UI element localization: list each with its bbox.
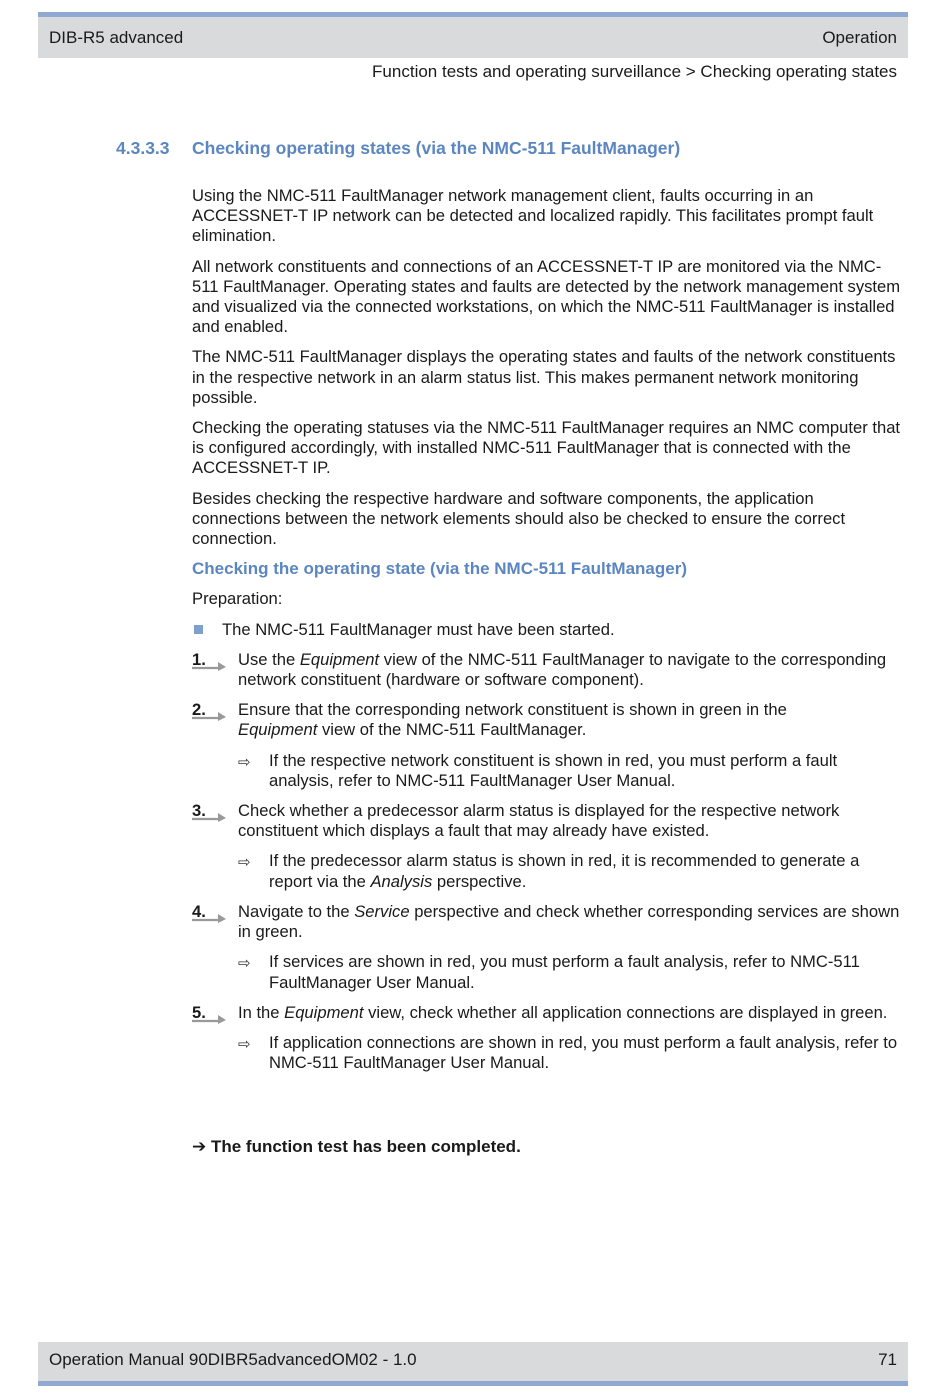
precondition-text: The NMC-511 FaultManager must have been started. (222, 619, 615, 639)
manual-reference: Operation Manual 90DIBR5advancedOM02 - 1.0 (49, 1350, 417, 1369)
step-text: Use the Equipment view of the NMC-511 FaultManager to navigate to the corresponding network constituent (hardware or software component). (238, 649, 887, 690)
paragraph: Using the NMC-511 FaultManager network management client, faults occurring in an ACCESSNET-T IP network can be detected and localized rapidly. This facilitates prompt fault elimination. (192, 186, 874, 246)
result-arrow-icon: ⇨ (238, 955, 251, 973)
step-result (192, 751, 906, 791)
page-number: 71 (878, 1350, 897, 1369)
result-text: If the predecessor alarm status is shown in red, it is recommended to generate a report via the Analysis perspective. (269, 851, 860, 891)
result-text: If services are shown in red, you must perform a fault analysis, refer to NMC-511 FaultManager User Manual. (269, 952, 860, 992)
result-arrow-icon: ⇨ (238, 854, 251, 872)
document-title: DIB-R5 advanced (49, 28, 184, 47)
step-result (192, 952, 906, 992)
chapter-title: Operation (822, 28, 897, 47)
section-number: 4.3.3.3 (116, 138, 170, 158)
step-result (192, 851, 906, 891)
page-footer (38, 1342, 908, 1386)
paragraph: All network constituents and connections of an ACCESSNET-T IP are monitored via the NMC-511 FaultManager. Operating states and faults are detected by the network management system and visualized via the connected workstations, on which the NMC-511 FaultManager is installed and enabled. (192, 256, 901, 337)
step-arrow-icon (192, 709, 228, 721)
step-text: Ensure that the corresponding network constituent is shown in green in the Equipment view of the NMC-511 FaultManager. (238, 700, 787, 740)
precondition-item (192, 620, 906, 640)
result-text: If application connections are shown in red, you must perform a fault analysis, refer to NMC-511 FaultManager User Manual. (269, 1032, 898, 1073)
step-arrow-icon (192, 659, 228, 671)
completion-note: ➔ The function test has been completed. (192, 1137, 521, 1156)
step-result (192, 1033, 906, 1073)
step-number: 4. (192, 901, 206, 921)
step-arrow-icon (192, 911, 228, 923)
procedure-heading: Checking the operating state (via the NMC-511 FaultManager) (192, 559, 687, 579)
result-arrow-icon: ⇨ (238, 1035, 251, 1053)
step-text: In the Equipment view, check whether all application connections are displayed in green. (238, 1002, 888, 1022)
step-text: Navigate to the Service perspective and check whether corresponding services are shown in green. (238, 901, 900, 942)
result-arrow-icon: ⇨ (238, 753, 251, 771)
step-text: Check whether a predecessor alarm status is displayed for the respective network constituent which displays a fault that may already have existed. (238, 801, 840, 841)
step-number: 3. (192, 801, 206, 821)
paragraph: The NMC-511 FaultManager displays the operating states and faults of the network constituents in the respective network in an alarm status list. This makes permanent network monitoring possible. (192, 347, 896, 407)
procedure-step (192, 1003, 906, 1023)
paragraph: Checking the operating statuses via the NMC-511 FaultManager requires an NMC computer that is configured accordingly, with installed NMC-511 FaultManager that is connected with the ACCESSNET-T IP. (192, 418, 901, 478)
step-number: 2. (192, 700, 206, 720)
step-number: 5. (192, 1002, 206, 1022)
step-number: 1. (192, 649, 206, 669)
page-header (38, 12, 908, 58)
procedure-step (192, 902, 906, 942)
square-bullet-icon (194, 625, 203, 634)
paragraph: Besides checking the respective hardware and software components, the application connections between the network elements should also be checked to ensure the correct connection. (192, 488, 846, 549)
preparation-label: Preparation: (192, 589, 283, 609)
procedure-step (192, 801, 906, 841)
result-text: If the respective network constituent is shown in red, you must perform a fault analysis, refer to NMC-511 FaultManager User Manual. (269, 750, 838, 790)
step-arrow-icon (192, 810, 228, 822)
section-title: Checking operating states (via the NMC-511 FaultManager) (192, 138, 681, 158)
main-content (192, 186, 906, 1083)
breadcrumb: Function tests and operating surveillance > Checking operating states (372, 62, 897, 81)
procedure-step (192, 650, 906, 690)
step-arrow-icon (192, 1012, 228, 1024)
procedure-step (192, 700, 906, 740)
